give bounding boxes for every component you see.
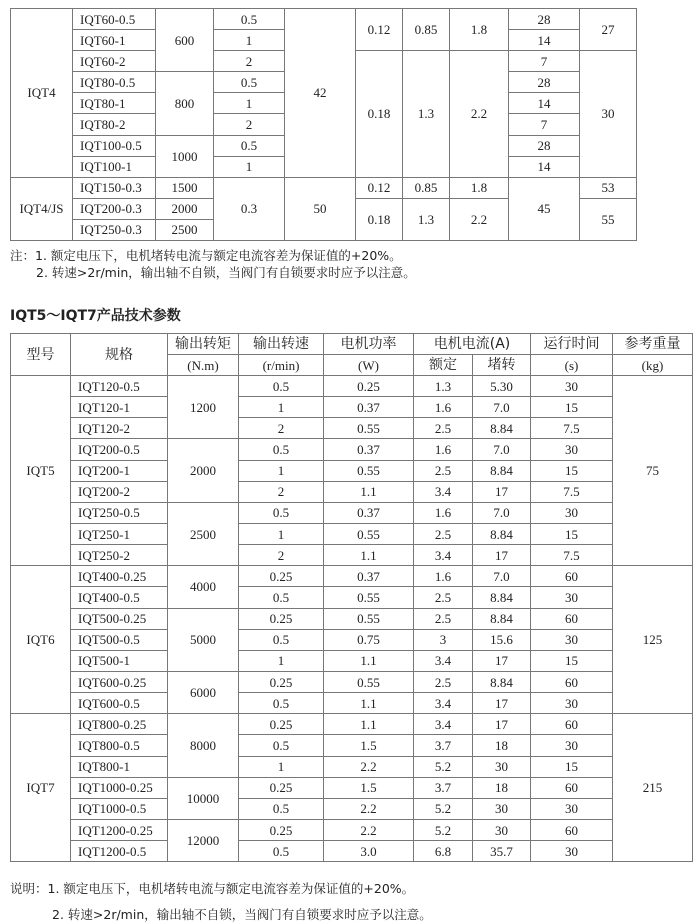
- rated-cell: 2.5: [414, 418, 473, 439]
- weight-cell: 75: [613, 376, 693, 566]
- power-cell: 0.18: [356, 51, 403, 178]
- table-row: [11, 177, 637, 198]
- table-row: [11, 756, 693, 777]
- speed-cell: 0.25: [239, 608, 324, 629]
- stall-current-cell: 2.2: [450, 51, 509, 178]
- power-cell: 0.55: [324, 523, 414, 544]
- rated-cell: 5.2: [414, 819, 473, 840]
- spec-cell: IQT250-1: [71, 523, 168, 544]
- rated-cell: 2.5: [414, 671, 473, 692]
- rated-cell: 6.8: [414, 841, 473, 862]
- spec-cell: IQT250-2: [71, 545, 168, 566]
- rated-cell: 3.4: [414, 693, 473, 714]
- time-cell: 7: [509, 114, 580, 135]
- speed-cell: 1: [239, 460, 324, 481]
- rated-cell: 1.6: [414, 397, 473, 418]
- torque-cell: 2500: [168, 502, 239, 565]
- power-cell: 3.0: [324, 841, 414, 862]
- weight-cell: 55: [580, 198, 637, 240]
- speed-cell: 0.5: [239, 502, 324, 523]
- power-cell: 1.1: [324, 714, 414, 735]
- torque-cell: 800: [156, 72, 214, 135]
- speed-cell: 1: [214, 156, 285, 177]
- rated-cell: 2.5: [414, 523, 473, 544]
- power-cell: 2.2: [324, 798, 414, 819]
- torque-cell: 10000: [168, 777, 239, 819]
- stall-cell: 8.84: [473, 460, 531, 481]
- header-time-unit: (s): [531, 355, 613, 376]
- spec-cell: IQT120-2: [71, 418, 168, 439]
- speed-cell: 2: [239, 418, 324, 439]
- speed-cell: 0.5: [239, 587, 324, 608]
- table-row: [11, 735, 693, 756]
- power-cell: 2.2: [324, 756, 414, 777]
- time-cell: 45: [509, 177, 580, 240]
- spec-cell: IQT800-1: [71, 756, 168, 777]
- time-cell: 15: [531, 523, 613, 544]
- torque-cell: 4000: [168, 566, 239, 608]
- stall-cell: 30: [473, 756, 531, 777]
- spec-cell: IQT800-0.5: [71, 735, 168, 756]
- stall-current-cell: 2.2: [450, 198, 509, 240]
- rated-cell: 3: [414, 629, 473, 650]
- stall-cell: 30: [473, 798, 531, 819]
- time-cell: 30: [531, 841, 613, 862]
- speed-cell: 1: [239, 756, 324, 777]
- time-cell: 7.5: [531, 545, 613, 566]
- model-cell: IQT4/JS: [11, 177, 73, 240]
- speed-cell: 2: [239, 545, 324, 566]
- speed-cell: 0.25: [239, 671, 324, 692]
- stall-current-cell: 1.8: [450, 9, 509, 51]
- torque-cell: 5000: [168, 608, 239, 671]
- spec-cell: IQT500-0.25: [71, 608, 168, 629]
- time-cell: 15: [531, 756, 613, 777]
- speed-cell: 0.25: [239, 819, 324, 840]
- notes-1: [10, 246, 402, 264]
- spec-cell: IQT600-0.25: [71, 671, 168, 692]
- rated-cell: 5.2: [414, 798, 473, 819]
- weight-cell: 27: [580, 9, 637, 51]
- rated-cell: 5.2: [414, 756, 473, 777]
- power-cell: 0.55: [324, 608, 414, 629]
- torque-cell: 1500: [156, 177, 214, 198]
- rated-cell: 1.3: [414, 376, 473, 397]
- speed-cell: 0.5: [214, 135, 285, 156]
- model-cell: IQT6: [11, 566, 71, 714]
- rated-current-cell: 1.3: [403, 198, 450, 240]
- header-row: [11, 334, 693, 355]
- spec-cell: IQT1200-0.25: [71, 819, 168, 840]
- table-row: [11, 650, 693, 671]
- speed-cell: 0.5: [239, 439, 324, 460]
- table-row: [11, 608, 693, 629]
- spec-cell: IQT500-1: [71, 650, 168, 671]
- power-cell: 1.5: [324, 735, 414, 756]
- time-cell: 14: [509, 156, 580, 177]
- table-row: [11, 841, 693, 862]
- spec-cell: IQT100-0.5: [73, 135, 156, 156]
- spec-cell: IQT1200-0.5: [71, 841, 168, 862]
- torque-cell: 1200: [168, 376, 239, 439]
- stall-cell: 17: [473, 481, 531, 502]
- stall-cell: 15.6: [473, 629, 531, 650]
- speed-cell: 2: [239, 481, 324, 502]
- stall-cell: 8.84: [473, 671, 531, 692]
- time-cell: 30: [531, 798, 613, 819]
- power-cell: 0.37: [324, 397, 414, 418]
- spec-cell: IQT60-2: [73, 51, 156, 72]
- stall-cell: 30: [473, 819, 531, 840]
- rated-cell: 1.6: [414, 439, 473, 460]
- power-cell: 0.37: [324, 439, 414, 460]
- stall-cell: 8.84: [473, 587, 531, 608]
- spec-cell: IQT80-0.5: [73, 72, 156, 93]
- header-time: 运行时间: [531, 334, 613, 355]
- rated-current-cell: 1.3: [403, 51, 450, 178]
- speed-cell: 1: [239, 523, 324, 544]
- time-cell: 14: [509, 93, 580, 114]
- speed-cell: 0.5: [239, 841, 324, 862]
- time-cell: 30: [531, 502, 613, 523]
- table-row: [11, 566, 693, 587]
- table-row: [11, 481, 693, 502]
- stall-cell: 8.84: [473, 418, 531, 439]
- header-torque-unit: (N.m): [168, 355, 239, 376]
- time-cell: 60: [531, 671, 613, 692]
- speed-cell: 0.5: [214, 9, 285, 30]
- stall-cell: 17: [473, 650, 531, 671]
- stall-cell: 17: [473, 693, 531, 714]
- stall-cell: 17: [473, 714, 531, 735]
- torque-cell: 6000: [168, 671, 239, 713]
- time-cell: 30: [531, 693, 613, 714]
- torque-cell: 1000: [156, 135, 214, 177]
- value-cell: 42: [285, 9, 356, 178]
- speed-cell: 0.25: [239, 566, 324, 587]
- rated-cell: 3.4: [414, 714, 473, 735]
- rated-cell: 3.4: [414, 650, 473, 671]
- table-row: [11, 502, 693, 523]
- speed-cell: 0.5: [239, 629, 324, 650]
- speed-cell: 1: [214, 93, 285, 114]
- spec-cell: IQT400-0.25: [71, 566, 168, 587]
- time-cell: 28: [509, 135, 580, 156]
- speed-cell: 0.25: [239, 777, 324, 798]
- header-rated: 额定: [414, 355, 473, 376]
- table-row: [11, 693, 693, 714]
- speed-cell: 0.25: [239, 714, 324, 735]
- spec-cell: IQT400-0.5: [71, 587, 168, 608]
- header-weight-unit: (kg): [613, 355, 693, 376]
- stall-cell: 17: [473, 545, 531, 566]
- power-cell: 1.1: [324, 693, 414, 714]
- model-cell: IQT4: [11, 9, 73, 178]
- torque-cell: 2500: [156, 219, 214, 240]
- spec-cell: IQT600-0.5: [71, 693, 168, 714]
- spec-cell: IQT150-0.3: [73, 177, 156, 198]
- table-row: [11, 376, 693, 397]
- stall-cell: 5.30: [473, 376, 531, 397]
- speed-cell: 0.5: [214, 72, 285, 93]
- speed-cell: 0.5: [239, 376, 324, 397]
- power-cell: 0.55: [324, 587, 414, 608]
- notes-2: [10, 879, 414, 897]
- note-item: 2. 转速>2r/min，输出轴不自锁，当阀门有自锁要求时应予以注意。: [52, 907, 432, 922]
- weight-cell: 53: [580, 177, 637, 198]
- header-spec: 规格: [71, 334, 168, 376]
- table-row: [11, 777, 693, 798]
- power-cell: 0.18: [356, 198, 403, 240]
- section-title: IQT5～IQT7产品技术参数: [10, 308, 181, 324]
- spec-cell: IQT200-1: [71, 460, 168, 481]
- note-prefix: 注：: [10, 248, 36, 263]
- power-cell: 0.12: [356, 9, 403, 51]
- weight-cell: 30: [580, 51, 637, 178]
- torque-cell: 2000: [156, 198, 214, 219]
- spec-cell: IQT200-2: [71, 481, 168, 502]
- rated-current-cell: 0.85: [403, 9, 450, 51]
- table-row: [11, 714, 693, 735]
- table-row: [11, 819, 693, 840]
- table-row: [11, 798, 693, 819]
- power-cell: 1.1: [324, 650, 414, 671]
- stall-cell: 35.7: [473, 841, 531, 862]
- table-row: [11, 460, 693, 481]
- header-speed-unit: (r/min): [239, 355, 324, 376]
- time-cell: 15: [531, 460, 613, 481]
- time-cell: 15: [531, 650, 613, 671]
- power-cell: 0.75: [324, 629, 414, 650]
- time-cell: 7.5: [531, 418, 613, 439]
- header-current: 电机电流(A): [414, 334, 531, 355]
- spec-cell: IQT100-1: [73, 156, 156, 177]
- header-weight: 参考重量: [613, 334, 693, 355]
- speed-cell: 1: [214, 30, 285, 51]
- time-cell: 60: [531, 714, 613, 735]
- note-item: 1. 额定电压下，电机堵转电流与额定电流容差为保证值的+20%。: [35, 248, 402, 263]
- torque-cell: 8000: [168, 714, 239, 777]
- stall-cell: 7.0: [473, 566, 531, 587]
- speed-cell: 0.5: [239, 693, 324, 714]
- stall-cell: 7.0: [473, 502, 531, 523]
- time-cell: 7.5: [531, 481, 613, 502]
- spec-cell: IQT120-1: [71, 397, 168, 418]
- table-row: [11, 629, 693, 650]
- torque-cell: 2000: [168, 439, 239, 502]
- stall-current-cell: 1.8: [450, 177, 509, 198]
- spec-cell: IQT1000-0.25: [71, 777, 168, 798]
- time-cell: 30: [531, 439, 613, 460]
- time-cell: 60: [531, 777, 613, 798]
- time-cell: 28: [509, 72, 580, 93]
- table-row: [11, 418, 693, 439]
- power-cell: 1.1: [324, 481, 414, 502]
- spec-cell: IQT80-2: [73, 114, 156, 135]
- speed-cell: 0.3: [214, 177, 285, 240]
- table-row: [11, 545, 693, 566]
- rated-cell: 2.5: [414, 587, 473, 608]
- power-cell: 0.37: [324, 566, 414, 587]
- model-cell: IQT5: [11, 376, 71, 566]
- rated-current-cell: 0.85: [403, 177, 450, 198]
- header-power-unit: (W): [324, 355, 414, 376]
- time-cell: 60: [531, 608, 613, 629]
- table-row: [11, 397, 693, 418]
- model-cell: IQT7: [11, 714, 71, 862]
- time-cell: 30: [531, 587, 613, 608]
- table-row: [11, 671, 693, 692]
- rated-cell: 3.7: [414, 735, 473, 756]
- speed-cell: 1: [239, 397, 324, 418]
- time-cell: 30: [531, 735, 613, 756]
- rated-cell: 3.4: [414, 481, 473, 502]
- speed-cell: 0.5: [239, 798, 324, 819]
- stall-cell: 8.84: [473, 608, 531, 629]
- iqt5-7-spec-table: [10, 333, 693, 862]
- header-speed: 输出转速: [239, 334, 324, 355]
- stall-cell: 7.0: [473, 397, 531, 418]
- time-cell: 7: [509, 51, 580, 72]
- rated-cell: 1.6: [414, 566, 473, 587]
- spec-cell: IQT1000-0.5: [71, 798, 168, 819]
- note-prefix: 说明：: [10, 881, 48, 896]
- weight-cell: 215: [613, 714, 693, 862]
- rated-cell: 2.5: [414, 460, 473, 481]
- spec-cell: IQT60-0.5: [73, 9, 156, 30]
- time-cell: 15: [531, 397, 613, 418]
- torque-cell: 12000: [168, 819, 239, 861]
- power-cell: 0.55: [324, 418, 414, 439]
- value-cell: 50: [285, 177, 356, 240]
- power-cell: 1.5: [324, 777, 414, 798]
- table-row: [11, 587, 693, 608]
- spec-cell: IQT120-0.5: [71, 376, 168, 397]
- spec-cell: IQT200-0.5: [71, 439, 168, 460]
- iqt4-spec-table: [10, 8, 637, 241]
- time-cell: 30: [531, 629, 613, 650]
- power-cell: 2.2: [324, 819, 414, 840]
- note-item: 1. 额定电压下，电机堵转电流与额定电流容差为保证值的+20%。: [47, 881, 415, 896]
- power-cell: 1.1: [324, 545, 414, 566]
- table-row: [11, 439, 693, 460]
- stall-cell: 18: [473, 735, 531, 756]
- header-stall: 堵转: [473, 355, 531, 376]
- stall-cell: 7.0: [473, 439, 531, 460]
- rated-cell: 3.4: [414, 545, 473, 566]
- torque-cell: 600: [156, 9, 214, 72]
- speed-cell: 0.5: [239, 735, 324, 756]
- spec-cell: IQT800-0.25: [71, 714, 168, 735]
- time-cell: 60: [531, 819, 613, 840]
- speed-cell: 1: [239, 650, 324, 671]
- power-cell: 0.55: [324, 460, 414, 481]
- power-cell: 0.37: [324, 502, 414, 523]
- header-model: 型号: [11, 334, 71, 376]
- stall-cell: 8.84: [473, 523, 531, 544]
- spec-cell: IQT500-0.5: [71, 629, 168, 650]
- time-cell: 60: [531, 566, 613, 587]
- spec-cell: IQT200-0.3: [73, 198, 156, 219]
- spec-cell: IQT250-0.5: [71, 502, 168, 523]
- spec-cell: IQT250-0.3: [73, 219, 156, 240]
- rated-cell: 2.5: [414, 608, 473, 629]
- speed-cell: 2: [214, 114, 285, 135]
- power-cell: 0.12: [356, 177, 403, 198]
- table-row: [11, 523, 693, 544]
- note-item: 2. 转速>2r/min，输出轴不自锁，当阀门有自锁要求时应予以注意。: [36, 265, 416, 280]
- power-cell: 0.25: [324, 376, 414, 397]
- rated-cell: 3.7: [414, 777, 473, 798]
- header-power: 电机功率: [324, 334, 414, 355]
- time-cell: 14: [509, 30, 580, 51]
- time-cell: 28: [509, 9, 580, 30]
- power-cell: 0.55: [324, 671, 414, 692]
- spec-cell: IQT60-1: [73, 30, 156, 51]
- time-cell: 30: [531, 376, 613, 397]
- table-body: [11, 376, 693, 862]
- spec-cell: IQT80-1: [73, 93, 156, 114]
- speed-cell: 2: [214, 51, 285, 72]
- weight-cell: 125: [613, 566, 693, 714]
- header-torque: 输出转矩: [168, 334, 239, 355]
- stall-cell: 18: [473, 777, 531, 798]
- rated-cell: 1.6: [414, 502, 473, 523]
- table-row: [11, 9, 637, 30]
